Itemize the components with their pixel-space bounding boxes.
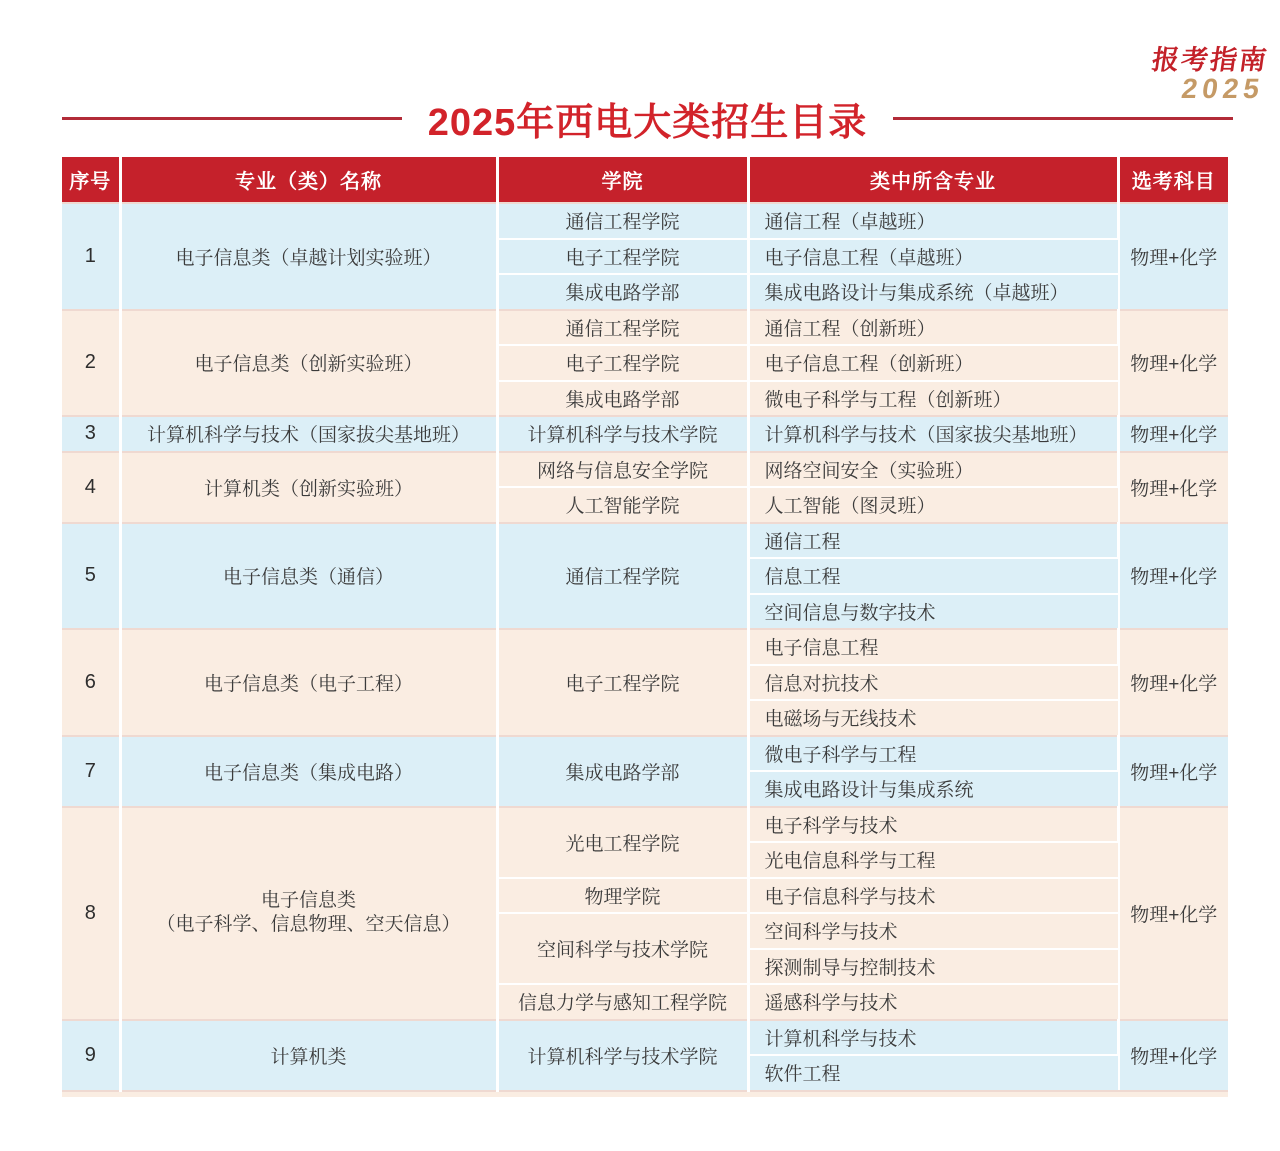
college-name: 人工智能学院	[497, 487, 748, 523]
college-name: 通信工程学院	[497, 310, 748, 346]
exam-subjects: 物理+化学	[1118, 807, 1228, 1020]
included-major: 电子信息工程	[748, 629, 1118, 665]
college-name: 计算机科学与技术学院	[497, 1020, 748, 1091]
table-row	[62, 203, 1228, 239]
table-header	[62, 157, 1228, 203]
college-name: 电子工程学院	[497, 239, 748, 275]
table-row	[62, 523, 1228, 559]
college-name: 通信工程学院	[497, 203, 748, 239]
major-category-name: 电子信息类（通信）	[120, 523, 497, 630]
exam-subjects: 物理+化学	[1118, 416, 1228, 452]
included-major: 遥感科学与技术	[748, 984, 1118, 1020]
exam-subjects: 物理+化学	[1118, 310, 1228, 417]
included-major: 微电子科学与工程	[748, 736, 1118, 772]
row-number: 9	[62, 1020, 120, 1091]
title-rule-left	[62, 117, 402, 120]
included-major: 人工智能（图灵班）	[748, 487, 1118, 523]
major-category-name	[120, 807, 497, 1020]
included-major: 微电子科学与工程（创新班）	[748, 381, 1118, 417]
included-major: 计算机科学与技术（国家拔尖基地班）	[748, 416, 1118, 452]
page-title: 2025年西电大类招生目录	[427, 101, 868, 144]
major-category-line1: 电子信息类	[260, 890, 356, 912]
included-major: 软件工程	[748, 1055, 1118, 1091]
table-row-partial	[62, 1091, 1228, 1097]
exam-subjects: 物理+化学	[1118, 523, 1228, 630]
guide-badge-text: 报考指南	[1149, 45, 1271, 75]
column-header: 序号	[62, 157, 120, 203]
row-number: 4	[62, 452, 120, 523]
row-number: 8	[62, 807, 120, 1020]
major-category-name: 电子信息类（集成电路）	[120, 736, 497, 807]
partial-row-cell	[62, 1091, 1228, 1097]
included-major: 探测制导与控制技术	[748, 949, 1118, 985]
included-major: 电子信息工程（创新班）	[748, 345, 1118, 381]
college-name: 信息力学与感知工程学院	[497, 984, 748, 1020]
guide-badge-year: 2025	[1179, 73, 1267, 105]
row-number: 2	[62, 310, 120, 417]
major-category-name: 电子信息类（创新实验班）	[120, 310, 497, 417]
major-category-name: 电子信息类（卓越计划实验班）	[120, 203, 497, 310]
included-major: 信息对抗技术	[748, 665, 1118, 701]
row-number: 7	[62, 736, 120, 807]
included-major: 集成电路设计与集成系统	[748, 771, 1118, 807]
row-number: 3	[62, 416, 120, 452]
included-major: 集成电路设计与集成系统（卓越班）	[748, 274, 1118, 310]
exam-subjects: 物理+化学	[1118, 203, 1228, 310]
college-name: 集成电路学部	[497, 381, 748, 417]
college-name: 集成电路学部	[497, 274, 748, 310]
title-row	[62, 94, 1233, 142]
included-major: 电子信息科学与技术	[748, 878, 1118, 914]
college-name: 电子工程学院	[497, 345, 748, 381]
included-major: 通信工程	[748, 523, 1118, 559]
title-rule-right	[893, 117, 1233, 120]
major-category-name: 计算机类	[120, 1020, 497, 1091]
college-name: 电子工程学院	[497, 629, 748, 736]
column-header: 专业（类）名称	[120, 157, 497, 203]
row-number: 1	[62, 203, 120, 310]
catalog-table-wrap	[62, 157, 1228, 1097]
college-name: 物理学院	[497, 878, 748, 914]
included-major: 光电信息科学与工程	[748, 842, 1118, 878]
major-category-name: 计算机类（创新实验班）	[120, 452, 497, 523]
included-major: 网络空间安全（实验班）	[748, 452, 1118, 488]
catalog-table	[62, 157, 1228, 1097]
column-header: 学院	[497, 157, 748, 203]
included-major: 电磁场与无线技术	[748, 700, 1118, 736]
included-major: 空间信息与数字技术	[748, 594, 1118, 630]
college-name: 计算机科学与技术学院	[497, 416, 748, 452]
major-category-name: 计算机科学与技术（国家拔尖基地班）	[120, 416, 497, 452]
table-row	[62, 736, 1228, 772]
row-number: 6	[62, 629, 120, 736]
included-major: 信息工程	[748, 558, 1118, 594]
table-row	[62, 310, 1228, 346]
included-major: 计算机科学与技术	[748, 1020, 1118, 1056]
table-row	[62, 807, 1228, 843]
college-name: 通信工程学院	[497, 523, 748, 630]
included-major: 电子科学与技术	[748, 807, 1118, 843]
table-row	[62, 1020, 1228, 1056]
college-name: 空间科学与技术学院	[497, 913, 748, 984]
table-row	[62, 416, 1228, 452]
included-major: 通信工程（卓越班）	[748, 203, 1118, 239]
major-category-name: 电子信息类（电子工程）	[120, 629, 497, 736]
exam-subjects: 物理+化学	[1118, 1020, 1228, 1091]
table-body	[62, 203, 1228, 1097]
table-row	[62, 452, 1228, 488]
table-row	[62, 629, 1228, 665]
included-major: 电子信息工程（卓越班）	[748, 239, 1118, 275]
included-major: 通信工程（创新班）	[748, 310, 1118, 346]
table-header-row	[62, 157, 1228, 203]
major-category-line2: （电子科学、信息物理、空天信息）	[156, 914, 461, 935]
guide-badge	[1146, 46, 1270, 104]
row-number: 5	[62, 523, 120, 630]
included-major: 空间科学与技术	[748, 913, 1118, 949]
exam-subjects: 物理+化学	[1118, 736, 1228, 807]
column-header: 选考科目	[1118, 157, 1228, 203]
exam-subjects: 物理+化学	[1118, 629, 1228, 736]
college-name: 光电工程学院	[497, 807, 748, 878]
college-name: 网络与信息安全学院	[497, 452, 748, 488]
college-name: 集成电路学部	[497, 736, 748, 807]
exam-subjects: 物理+化学	[1118, 452, 1228, 523]
column-header: 类中所含专业	[748, 157, 1118, 203]
